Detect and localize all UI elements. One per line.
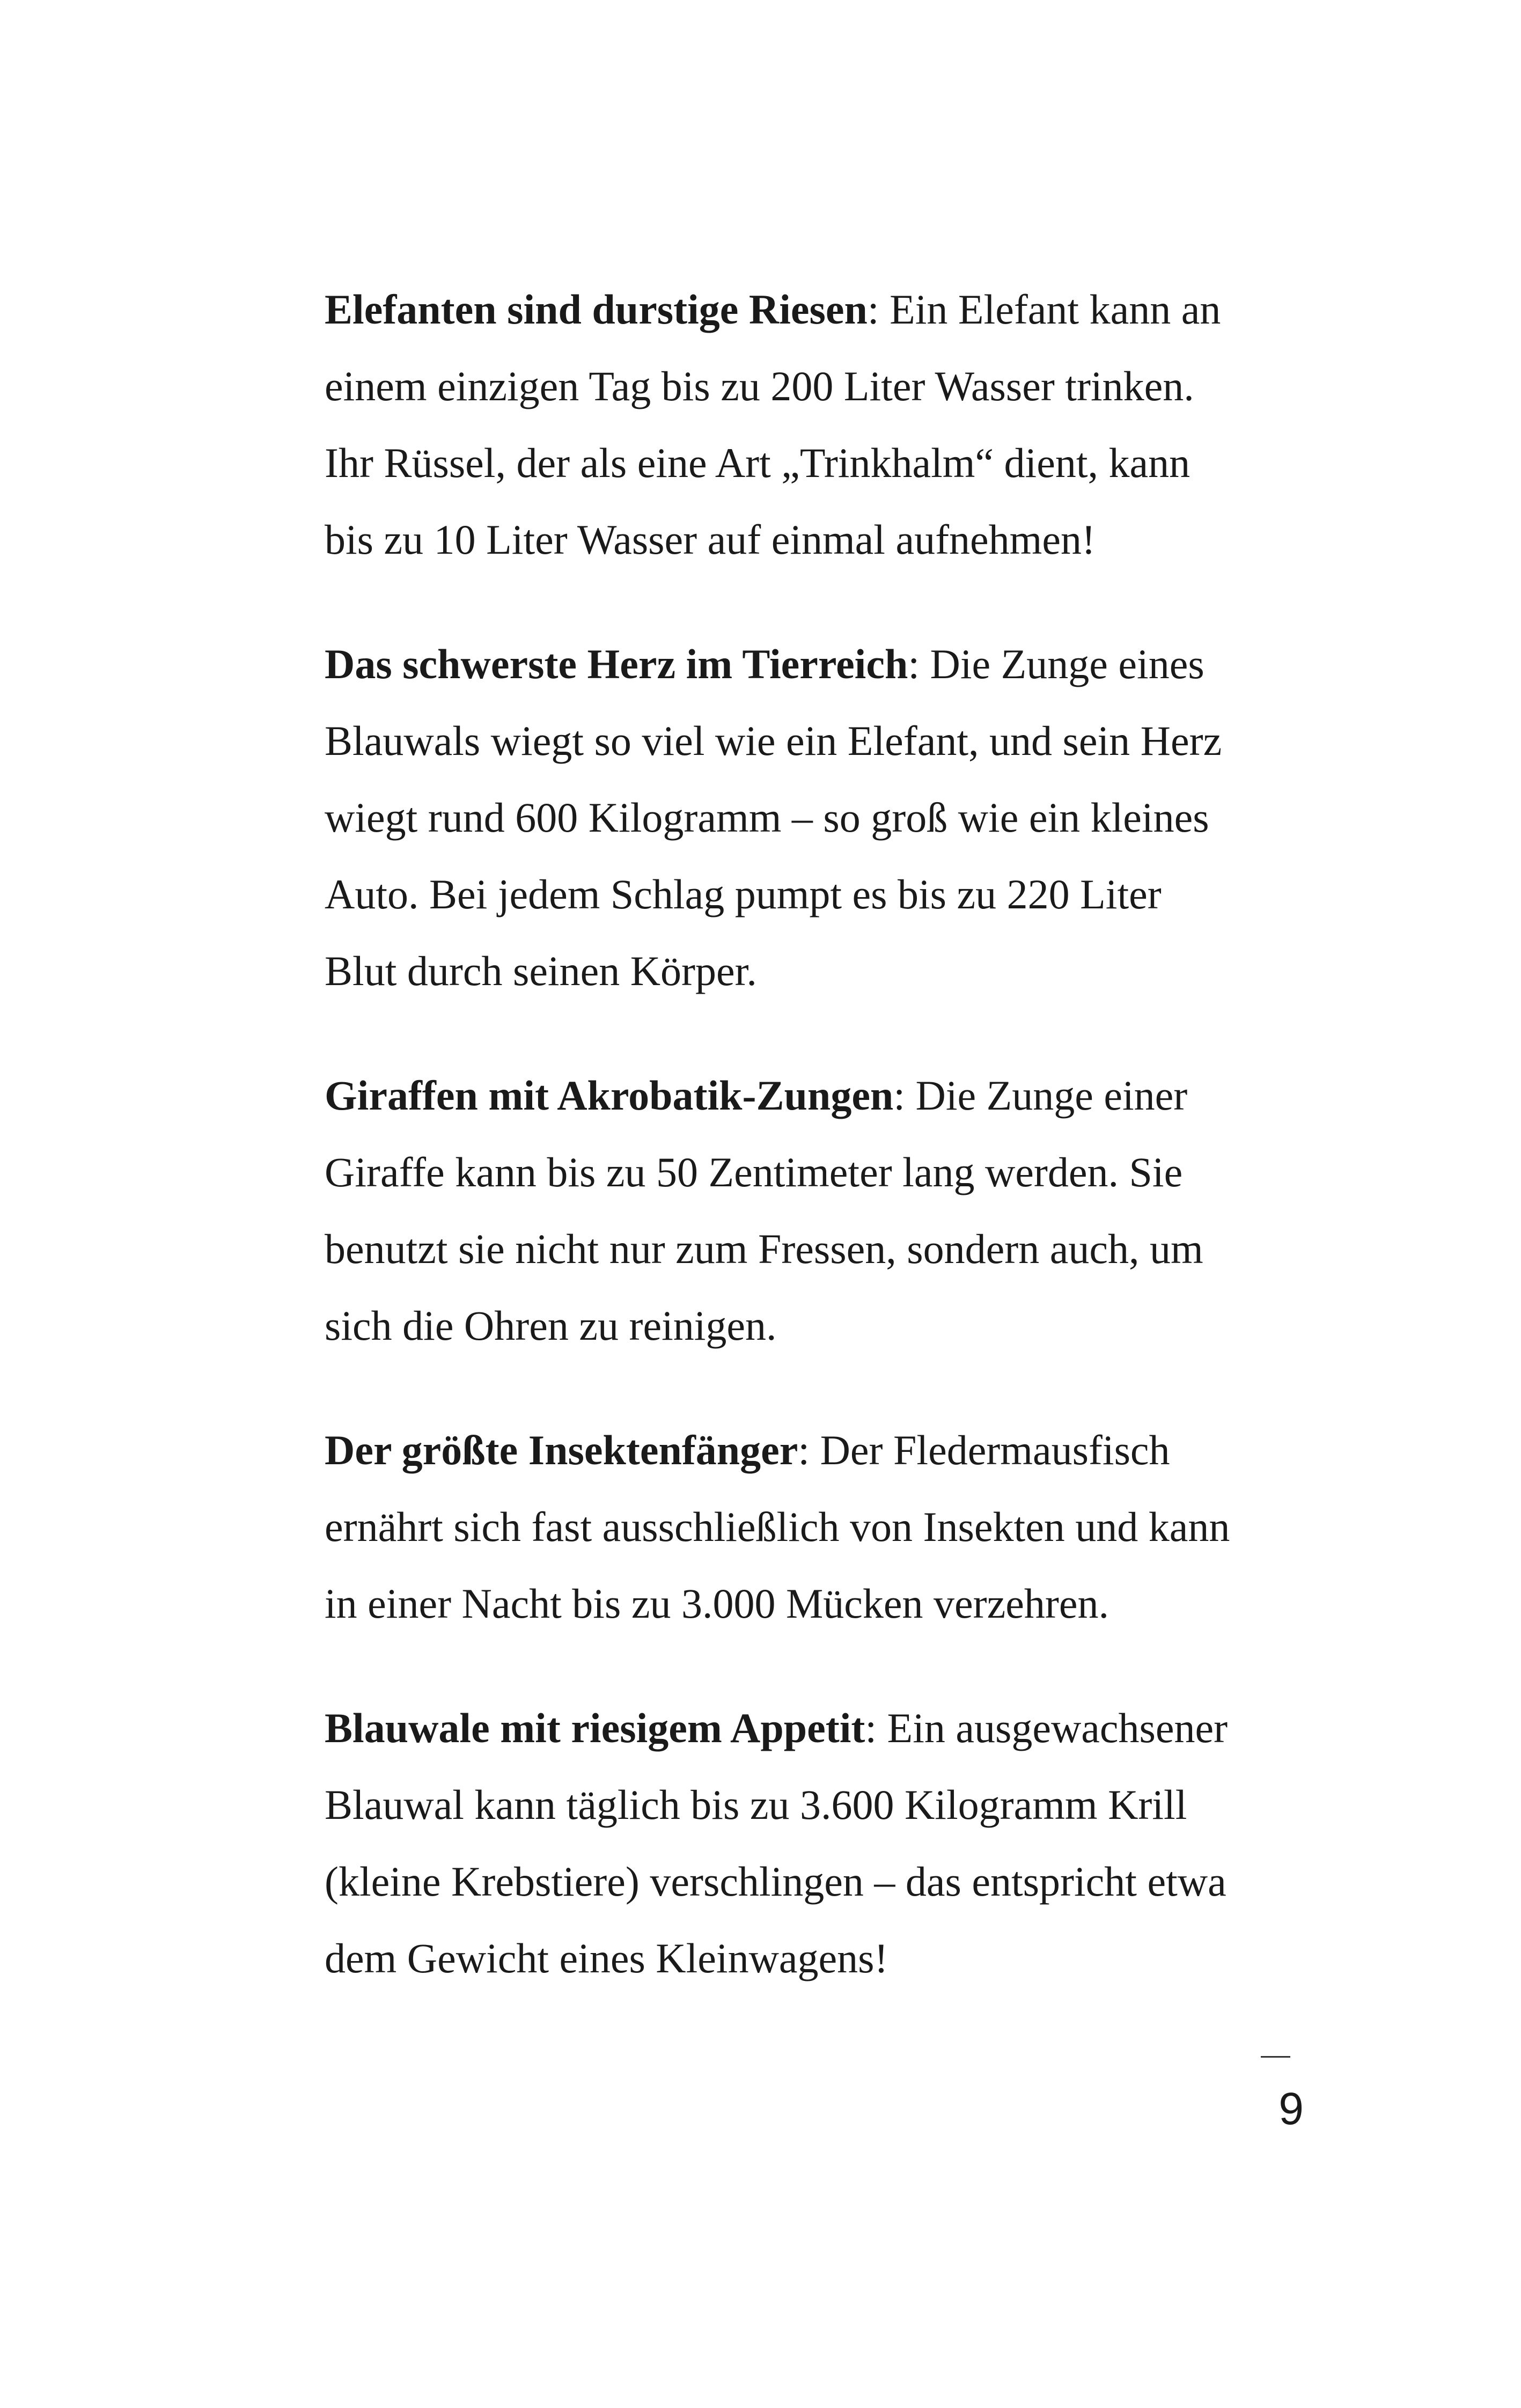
paragraph-line: Auto. Bei jedem Schlag pumpt es bis zu 220 Liter: [325, 871, 1162, 917]
paragraph-first-line: [325, 1690, 1349, 1766]
paragraph-first-line: [325, 626, 1349, 702]
paragraph-line: Ihr Rüssel, der als eine Art „Trinkhalm“ dient, kann: [325, 439, 1191, 486]
paragraph-text: : Die Zunge einer: [893, 1072, 1188, 1119]
paragraph-heading: Das schwerste Herz im Tierreich: [325, 641, 908, 687]
paragraph-blue-whale-appetite: [325, 1690, 1349, 1996]
paragraph-heading: Blauwale mit riesigem Appetit: [325, 1705, 865, 1751]
paragraph-line: Blauwal kann täglich bis zu 3.600 Kilogramm Krill: [325, 1781, 1187, 1828]
paragraph-text: : Der Fledermausfisch: [798, 1427, 1170, 1473]
paragraph-line: Blauwals wiegt so viel wie ein Elefant, und sein Herz: [325, 717, 1222, 764]
paragraph-elephants: [325, 271, 1349, 578]
page-number-rule: [1261, 2056, 1290, 2058]
paragraph-line: benutzt sie nicht nur zum Fressen, sondern auch, um: [325, 1225, 1203, 1272]
paragraph-heaviest-heart: [325, 626, 1349, 1009]
paragraph-line: (kleine Krebstiere) verschlingen – das entspricht etwa: [325, 1858, 1226, 1905]
paragraph-line: wiegt rund 600 Kilogramm – so groß wie ein kleines: [325, 794, 1209, 841]
paragraph-heading: Der größte Insektenfänger: [325, 1427, 798, 1473]
page-body: [325, 271, 1349, 2044]
paragraph-line: einem einzigen Tag bis zu 200 Liter Wasser trinken.: [325, 363, 1194, 409]
paragraph-line: in einer Nacht bis zu 3.000 Mücken verzehren.: [325, 1580, 1109, 1627]
paragraph-line: bis zu 10 Liter Wasser auf einmal aufnehmen!: [325, 516, 1096, 563]
paragraph-text: : Ein Elefant kann an: [867, 286, 1221, 333]
paragraph-first-line: [325, 271, 1349, 348]
paragraph-text: : Die Zunge eines: [908, 641, 1204, 687]
paragraph-heading: Elefanten sind durstige Riesen: [325, 286, 868, 333]
paragraph-giraffes: [325, 1057, 1349, 1364]
paragraph-line: ernährt sich fast ausschließlich von Insekten und kann: [325, 1503, 1230, 1550]
paragraph-line: Blut durch seinen Körper.: [325, 948, 757, 994]
paragraph-text: : Ein ausgewachsener: [865, 1705, 1228, 1751]
paragraph-line: sich die Ohren zu reinigen.: [325, 1302, 777, 1349]
paragraph-insect-catcher: [325, 1412, 1349, 1642]
paragraph-line: Giraffe kann bis zu 50 Zentimeter lang werden. Sie: [325, 1149, 1183, 1195]
paragraph-first-line: [325, 1412, 1349, 1488]
page-number: 9: [1278, 2083, 1304, 2134]
paragraph-first-line: [325, 1057, 1349, 1134]
paragraph-heading: Giraffen mit Akrobatik-Zungen: [325, 1072, 894, 1119]
paragraph-line: dem Gewicht eines Kleinwagens!: [325, 1935, 888, 1981]
